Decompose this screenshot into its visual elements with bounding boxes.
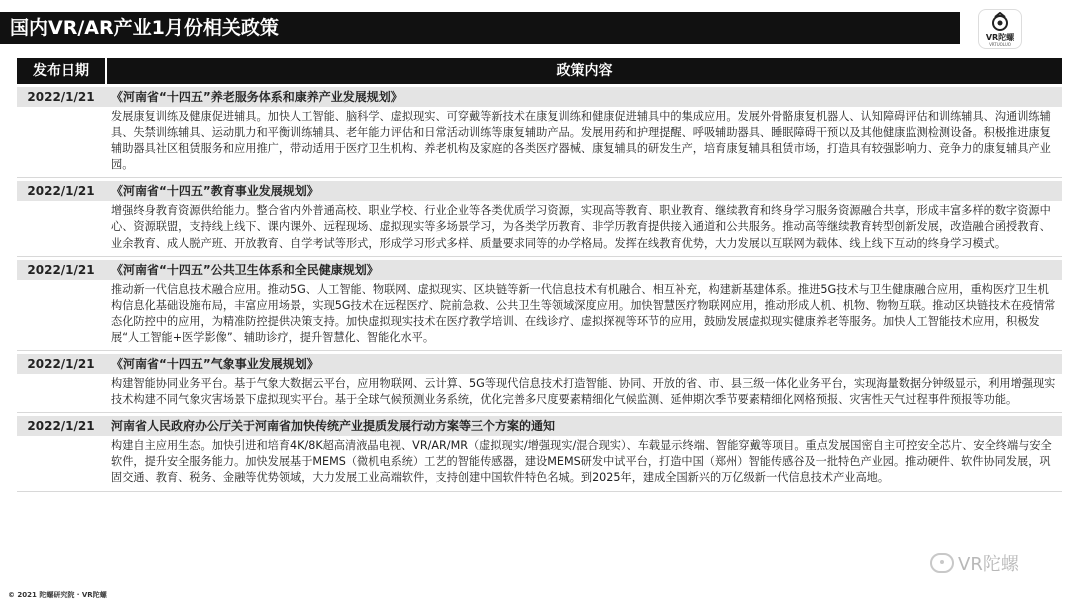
row-title: 《河南省“十四五”气象事业发展规划》	[111, 357, 319, 372]
gyroscope-icon	[989, 12, 1011, 32]
row-date: 2022/1/21	[27, 184, 95, 199]
logo-badge	[978, 9, 1022, 49]
table-row	[17, 181, 1062, 256]
row-title: 《河南省“十四五”教育事业发展规划》	[111, 184, 319, 199]
table-row	[17, 87, 1062, 178]
row-date: 2022/1/21	[27, 90, 95, 104]
footer-copyright: © 2021 陀螺研究院 · VR陀螺	[8, 591, 107, 599]
wechat-icon	[930, 553, 954, 573]
row-date: 2022/1/21	[27, 419, 95, 434]
page-title: 国内VR/AR产业1月份相关政策	[0, 12, 960, 44]
row-header	[17, 260, 1062, 280]
row-header	[17, 354, 1062, 374]
row-body	[17, 107, 1062, 178]
row-date: 2022/1/21	[27, 357, 95, 372]
column-header-content: 政策内容	[107, 58, 1062, 84]
row-date: 2022/1/21	[27, 262, 95, 277]
table-row	[17, 354, 1062, 413]
logo-subtext: VRTUOLUO	[989, 41, 1011, 47]
table-header	[17, 58, 1062, 84]
row-body	[17, 280, 1062, 351]
row-text: 构建智能协同业务平台。基于气象大数据云平台，应用物联网、云计算、5G等现代信息技术打造智能、协同、开放的省、市、县三级一体化业务平台，实现海量数据分钟级显示，利用增强现实技术构建不同气象灾害场景下虚拟现实平台。基于全球气候预测业务系统，优化完善多尺度要素精细化气候监测、延伸期次季节要素精细化网格预报、灾害性天气过程事件预报等功能。	[111, 377, 1056, 407]
row-text: 推动新一代信息技术融合应用。推动5G、人工智能、物联网、虚拟现实、区块链等新一代信息技术有机融合、相互补充，构建新基建体系。推进5G技术与卫生健康融合应用，重构医疗卫生机构信息化基础设施布局，丰富应用场景，实现5G技术在远程医疗、院前急救、公共卫生等领域深度应用。加快智慧医疗物联网应用，推动形成人机、机物、物物互联。推动区块链技术在疫情常态化防控中的应用，为精准防控提供决策支持。加快虚拟现实技术在医疗教学培训、在线诊疗、虚拟探视等环节的应用，鼓励发展虚拟现实健康养老等服务。加快人工智能技术应用，积极发展“人工智能+医学影像”、辅助诊疗，提升智慧化、智能化水平。	[111, 282, 1056, 344]
logo-text: VR陀螺	[985, 32, 1015, 42]
row-title: 《河南省“十四五”公共卫生体系和全民健康规划》	[111, 262, 379, 277]
policy-table	[17, 58, 1062, 492]
row-text: 增强终身教育资源供给能力。整合省内外普通高校、职业学校、行业企业等各类优质学习资源，实现高等教育、职业教育、继续教育和终身学习服务资源融合共享，形成丰富多样的数字资源中心、资源联盟，支持线上线下、课内课外、远程现场、虚拟现实等多场景学习，为各类学历教育、非学历教育提供接入通道和公共服务。推动高等继续教育转型创新发展，改造融合函授教育、业余教育、成人脱产班、开放教育、自学考试等形式，形成学习形式多样、质量要求同等的办学格局。发挥在线教育优势，大力发展以互联网为载体、线上线下互动的终身学习模式。	[111, 204, 1051, 250]
brand-logo	[968, 6, 1032, 52]
table-row	[17, 260, 1062, 351]
row-header	[17, 416, 1062, 436]
row-text: 发展康复训练及健康促进辅具。加快人工智能、脑科学、虚拟现实、可穿戴等新技术在康复训练和健康促进辅具中的集成应用。发展外骨骼康复机器人、认知障碍评估和训练辅具、沟通训练辅具、失禁训练辅具、运动肌力和平衡训练辅具、老年能力评估和日常活动训练等康复辅助产品。发展用药和护理提醒、呼吸辅助器具、睡眠障碍干预以及其他健康监测检测设备。积极推进康复辅助器具社区租赁服务和应用推广，带动适用于医疗卫生机构、养老机构及家庭的各类医疗器械、康复辅具的研发生产，培育康复辅具租赁市场，打造具有较强影响力、竞争力的康复辅具产业园。	[111, 110, 1051, 172]
row-header	[17, 181, 1062, 201]
row-body	[17, 436, 1062, 491]
row-title: 《河南省“十四五”养老服务体系和康养产业发展规划》	[111, 90, 403, 104]
row-body	[17, 201, 1062, 256]
table-row	[17, 416, 1062, 491]
row-body	[17, 374, 1062, 413]
watermark	[930, 550, 1019, 576]
column-header-date: 发布日期	[17, 58, 105, 84]
watermark-text: VR陀螺	[958, 554, 1019, 575]
row-title: 河南省人民政府办公厅关于河南省加快传统产业提质发展行动方案等三个方案的通知	[111, 419, 556, 434]
row-header	[17, 87, 1062, 107]
row-text: 构建自主应用生态。加快引进和培育4K/8K超高清液晶电视、VR/AR/MR（虚拟现实/增强现实/混合现实）、车载显示终端、智能穿戴等项目。重点发展国密自主可控安全芯片、安全终端与安全软件，提升安全服务能力。加快发展基于MEMS（微机电系统）工艺的智能传感器，建设MEMS研发中试平台，打造中国（郑州）智能传感谷及一批特色产业园。推动硬件、软件协同发展，巩固交通、教育、税务、金融等优势领域，大力发展工业高端软件，支持创建中国软件特色名城。到2025年，建成全国新兴的万亿级新一代信息技术产业高地。	[111, 439, 1052, 485]
